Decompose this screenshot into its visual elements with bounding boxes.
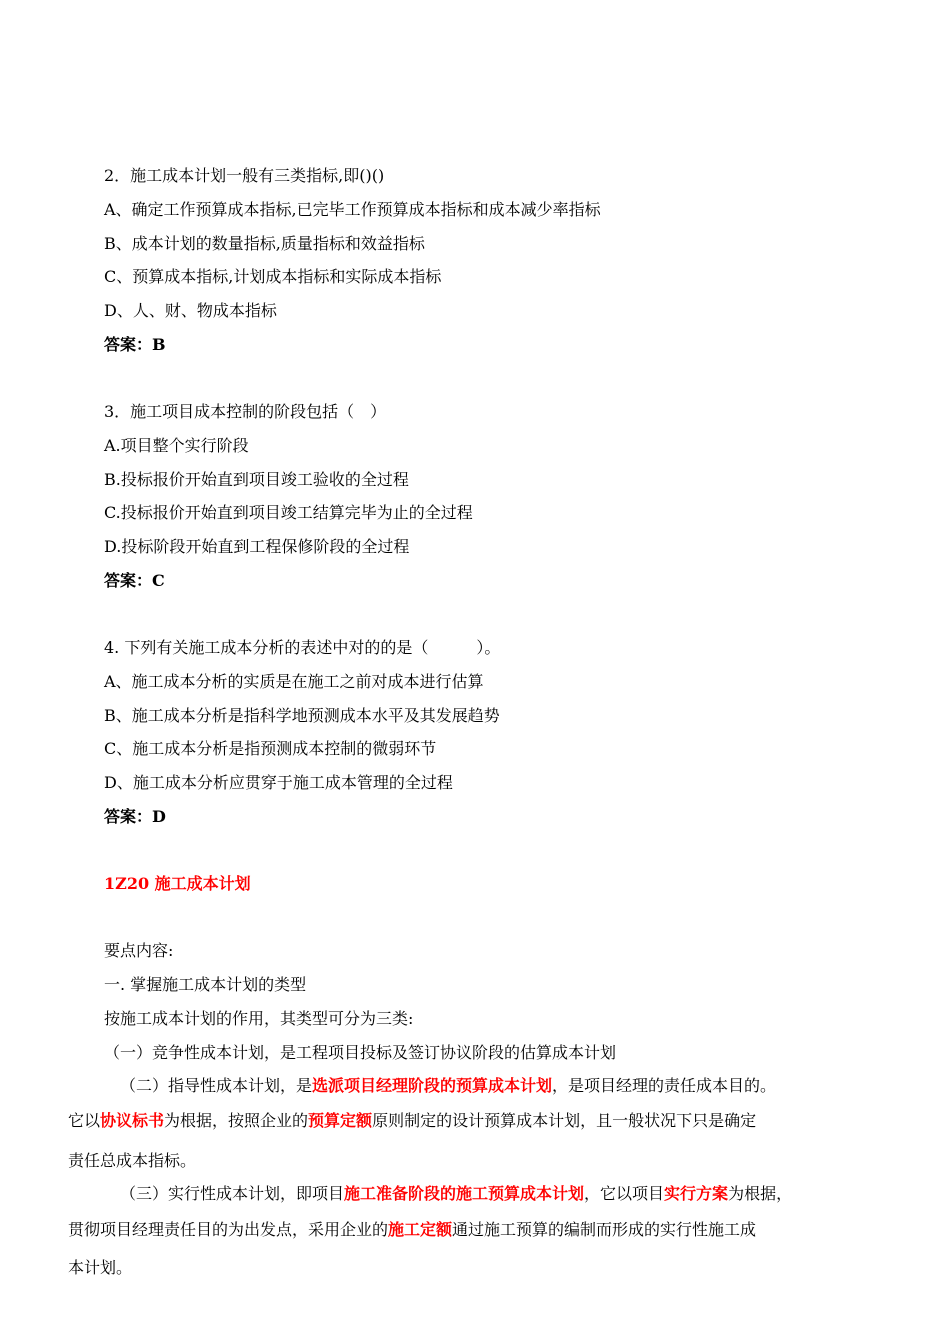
question-3-answer: 答案：C — [104, 571, 165, 590]
section-title: 1Z20 施工成本计划 — [104, 874, 251, 893]
question-2-option-d: D、人、财、物成本指标 — [104, 301, 277, 320]
question-3-option-a: A.项目整个实行阶段 — [104, 436, 249, 455]
type-3-line-2 — [68, 1219, 838, 1241]
type-1-competitive: （一）竞争性成本计划，是工程项目投标及签订协议阶段的估算成本计划 — [104, 1043, 617, 1062]
type-2-text: 原则制定的设计预算成本计划，且一般状况下只是确定 — [372, 1111, 757, 1130]
type-3-text: 贯彻项目经理责任目的为出发点，采用企业的 — [68, 1220, 389, 1239]
points-label: 要点内容: — [104, 941, 174, 960]
point-1-heading: 一. 掌握施工成本计划的类型 — [104, 975, 307, 994]
type-3-text: ，它以项目 — [584, 1184, 665, 1203]
question-4-option-b: B、施工成本分析是指科学地预测成本水平及其发展趋势 — [104, 706, 500, 725]
question-4-stem: 4. 下列有关施工成本分析的表述中对的的是（ ）。 — [104, 638, 501, 657]
question-4-option-d: D、施工成本分析应贯穿于施工成本管理的全过程 — [104, 773, 453, 792]
type-2-line-2 — [68, 1110, 838, 1132]
type-3-text: 为根据， — [728, 1184, 793, 1203]
type-2-line-1 — [120, 1075, 776, 1097]
type-2-highlight-bid: 协议标书 — [100, 1111, 165, 1130]
type-3-line-3: 本计划。 — [68, 1258, 133, 1277]
question-3-option-d: D.投标阶段开始直到工程保修阶段的全过程 — [104, 537, 410, 556]
type-2-highlight-quota: 预算定额 — [308, 1111, 373, 1130]
question-3-option-b: B.投标报价开始直到项目竣工验收的全过程 — [104, 470, 409, 489]
question-4-answer: 答案：D — [104, 807, 166, 826]
type-2-line-3: 责任总成本指标。 — [68, 1151, 197, 1170]
type-3-line-1 — [120, 1183, 792, 1205]
type-2-text: （二）指导性成本计划，是 — [120, 1076, 313, 1095]
type-3-highlight-quota: 施工定额 — [388, 1220, 453, 1239]
type-2-text: 为根据，按照企业的 — [164, 1111, 309, 1130]
question-2-option-a: A、确定工作预算成本指标,已完毕工作预算成本指标和成本减少率指标 — [104, 200, 601, 219]
question-2-option-b: B、成本计划的数量指标,质量指标和效益指标 — [104, 234, 425, 253]
type-2-text: 它以 — [68, 1111, 101, 1130]
type-intro: 按施工成本计划的作用，其类型可分为三类: — [104, 1009, 414, 1028]
type-2-text-end: ，是项目经理的责任成本目的。 — [552, 1076, 777, 1095]
question-2-option-c: C、预算成本指标,计划成本指标和实际成本指标 — [104, 267, 442, 286]
type-3-text: 通过施工预算的编制而形成的实行性施工成 — [452, 1220, 757, 1239]
question-2-answer: 答案：B — [104, 335, 166, 354]
question-2-stem: 2．施工成本计划一般有三类指标,即()() — [104, 166, 385, 185]
question-3-option-c: C.投标报价开始直到项目竣工结算完毕为止的全过程 — [104, 503, 473, 522]
question-3-stem: 3．施工项目成本控制的阶段包括（ ） — [104, 402, 387, 421]
question-4-option-a: A、施工成本分析的实质是在施工之前对成本进行估算 — [104, 672, 484, 691]
type-3-highlight-plan: 实行方案 — [664, 1184, 729, 1203]
type-2-highlight-stage: 选派项目经理阶段的预算成本计划 — [312, 1076, 553, 1095]
type-3-text: （三）实行性成本计划，即项目 — [120, 1184, 345, 1203]
type-3-highlight-stage: 施工准备阶段的施工预算成本计划 — [344, 1184, 585, 1203]
question-4-option-c: C、施工成本分析是指预测成本控制的微弱环节 — [104, 739, 437, 758]
